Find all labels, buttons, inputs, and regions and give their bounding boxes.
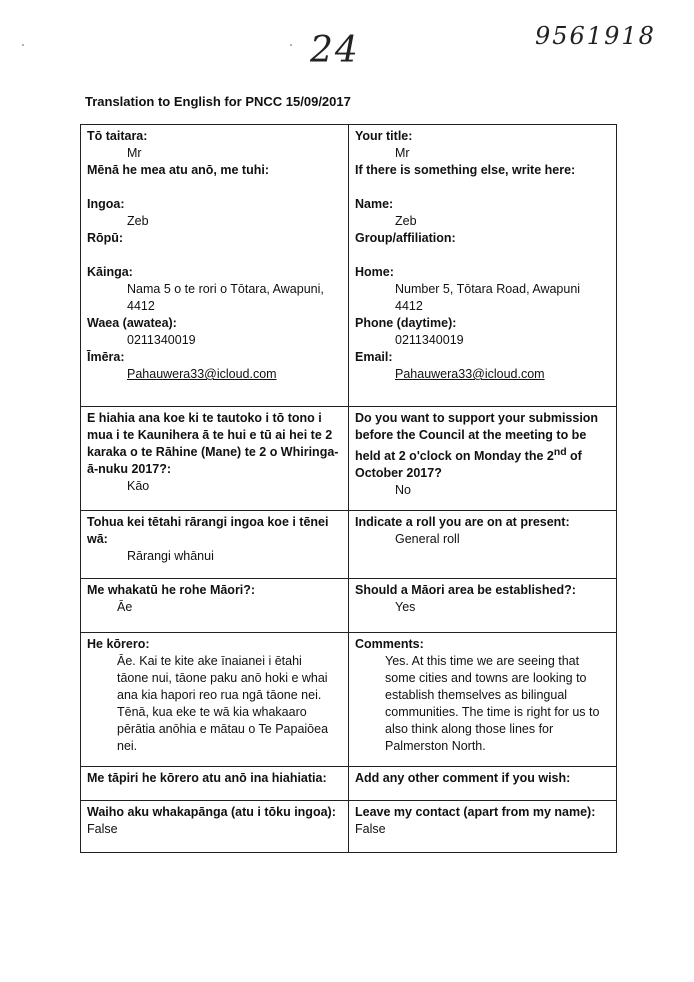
- maori-email-value[interactable]: Pahauwera33@icloud.com: [127, 367, 277, 381]
- area-english-cell: [349, 579, 617, 633]
- english-group-label: Group/affiliation:: [355, 231, 456, 245]
- maori-other-label: Mēnā he mea atu anō, me tuhi:: [87, 163, 269, 177]
- scan-speck: [22, 44, 24, 46]
- maori-leave-contact-value: False: [87, 822, 118, 836]
- english-additional-label: Add any other comment if you wish:: [355, 771, 571, 785]
- area-maori-cell: [81, 579, 349, 633]
- english-roll-answer: General roll: [395, 532, 460, 546]
- english-name-label: Name:: [355, 197, 394, 211]
- maori-roll-answer: Rārangi whānui: [127, 549, 214, 563]
- maori-title-value: Mr: [127, 146, 142, 160]
- comments-row: [81, 633, 617, 767]
- maori-group-label: Rōpū:: [87, 231, 124, 245]
- maori-home-value-line2: 4412: [127, 299, 155, 313]
- maori-area-answer: Āe: [117, 600, 133, 614]
- document-title: Translation to English for PNCC 15/09/2017: [85, 94, 351, 109]
- support-row: [81, 407, 617, 511]
- english-comments-label: Comments:: [355, 637, 424, 651]
- contact-english-cell: [349, 125, 617, 407]
- english-home-value-line1: Number 5, Tōtara Road, Awapuni: [395, 282, 581, 296]
- support-english-cell: [349, 407, 617, 511]
- comments-maori-cell: [81, 633, 349, 767]
- maori-roll-question: Tohua kei tētahi rārangi ingoa koe i tēnei wā:: [87, 515, 329, 546]
- maori-area-question: Me whakatū he rohe Māori?:: [87, 583, 256, 597]
- english-home-value-line2: 4412: [395, 299, 423, 313]
- additional-row: [81, 767, 617, 801]
- leave-contact-row: [81, 801, 617, 853]
- english-email-label: Email:: [355, 350, 393, 364]
- scan-speck: [290, 44, 292, 46]
- maori-support-answer: Kāo: [127, 479, 150, 493]
- english-other-label: If there is something else, write here:: [355, 163, 576, 177]
- handwritten-page-number: 24: [310, 30, 360, 71]
- area-row: [81, 579, 617, 633]
- additional-english-cell: [349, 767, 617, 801]
- handwritten-reference-number: 9561918: [535, 22, 656, 50]
- english-support-question: Do you want to support your submission before the Council at the meeting to be held at 2 o'clock on Monday the 2nd of October 2017?: [355, 411, 599, 481]
- maori-email-label: Īmēra:: [87, 350, 125, 364]
- maori-phone-value: 0211340019: [127, 333, 196, 347]
- additional-maori-cell: [81, 767, 349, 801]
- maori-home-label: Kāinga:: [87, 265, 133, 279]
- leave-contact-maori-cell: [81, 801, 349, 853]
- english-home-label: Home:: [355, 265, 394, 279]
- english-roll-question: Indicate a roll you are on at present:: [355, 515, 570, 529]
- maori-name-label: Ingoa:: [87, 197, 125, 211]
- english-email-value[interactable]: Pahauwera33@icloud.com: [395, 367, 545, 381]
- support-maori-cell: [81, 407, 349, 511]
- contact-maori-cell: [81, 125, 349, 407]
- contact-row: [81, 125, 617, 407]
- roll-row: [81, 511, 617, 579]
- english-leave-contact-value: False: [355, 822, 386, 836]
- english-title-value: Mr: [395, 146, 410, 160]
- english-phone-label: Phone (daytime):: [355, 316, 457, 330]
- ordinal-suffix: nd: [553, 447, 567, 458]
- maori-comments-label: He kōrero:: [87, 637, 150, 651]
- maori-phone-label: Waea (awatea):: [87, 316, 177, 330]
- english-area-answer: Yes: [395, 600, 416, 614]
- maori-title-label: Tō taitara:: [87, 129, 148, 143]
- maori-comments-text: Āe. Kai te kite ake īnaianei i ētahi tāone nui, tāone paku anō hoki e whai ana kia hapori reo rua ngā tāone nei. Tēnā, kua eke te wā kia whakaaro pērātia anōhia e mātau o Te Papaiōea nei.: [117, 654, 329, 753]
- english-support-answer: No: [395, 483, 411, 498]
- maori-home-value-line1: Nama 5 o te rori o Tōtara, Awapuni,: [127, 282, 324, 296]
- english-phone-value: 0211340019: [395, 333, 464, 347]
- english-name-value: Zeb: [395, 214, 417, 228]
- comments-english-cell: [349, 633, 617, 767]
- roll-maori-cell: [81, 511, 349, 579]
- english-title-label: Your title:: [355, 129, 413, 143]
- roll-english-cell: [349, 511, 617, 579]
- maori-name-value: Zeb: [127, 214, 149, 228]
- maori-support-question: E hiahia ana koe ki te tautoko i tō tono i mua i te Kaunihera ā te hui e tū ai hei te 2 karaka o te Rāhine (Mane) te 2 o Whiringa-ā-nuku 2017?:: [87, 411, 339, 476]
- maori-additional-label: Me tāpiri he kōrero atu anō ina hiahiatia:: [87, 771, 327, 785]
- english-area-question: Should a Māori area be established?:: [355, 583, 576, 597]
- maori-leave-contact-label: Waiho aku whakapānga (atu i tōku ingoa):: [87, 805, 336, 819]
- english-comments-text: Yes. At this time we are seeing that some cities and towns are looking to establish themselves as bilingual communities. The time is right for us to also think along those lines for Palmerston North.: [385, 654, 600, 753]
- leave-contact-english-cell: [349, 801, 617, 853]
- submission-form-table: [80, 124, 617, 853]
- english-leave-contact-label: Leave my contact (apart from my name):: [355, 805, 596, 819]
